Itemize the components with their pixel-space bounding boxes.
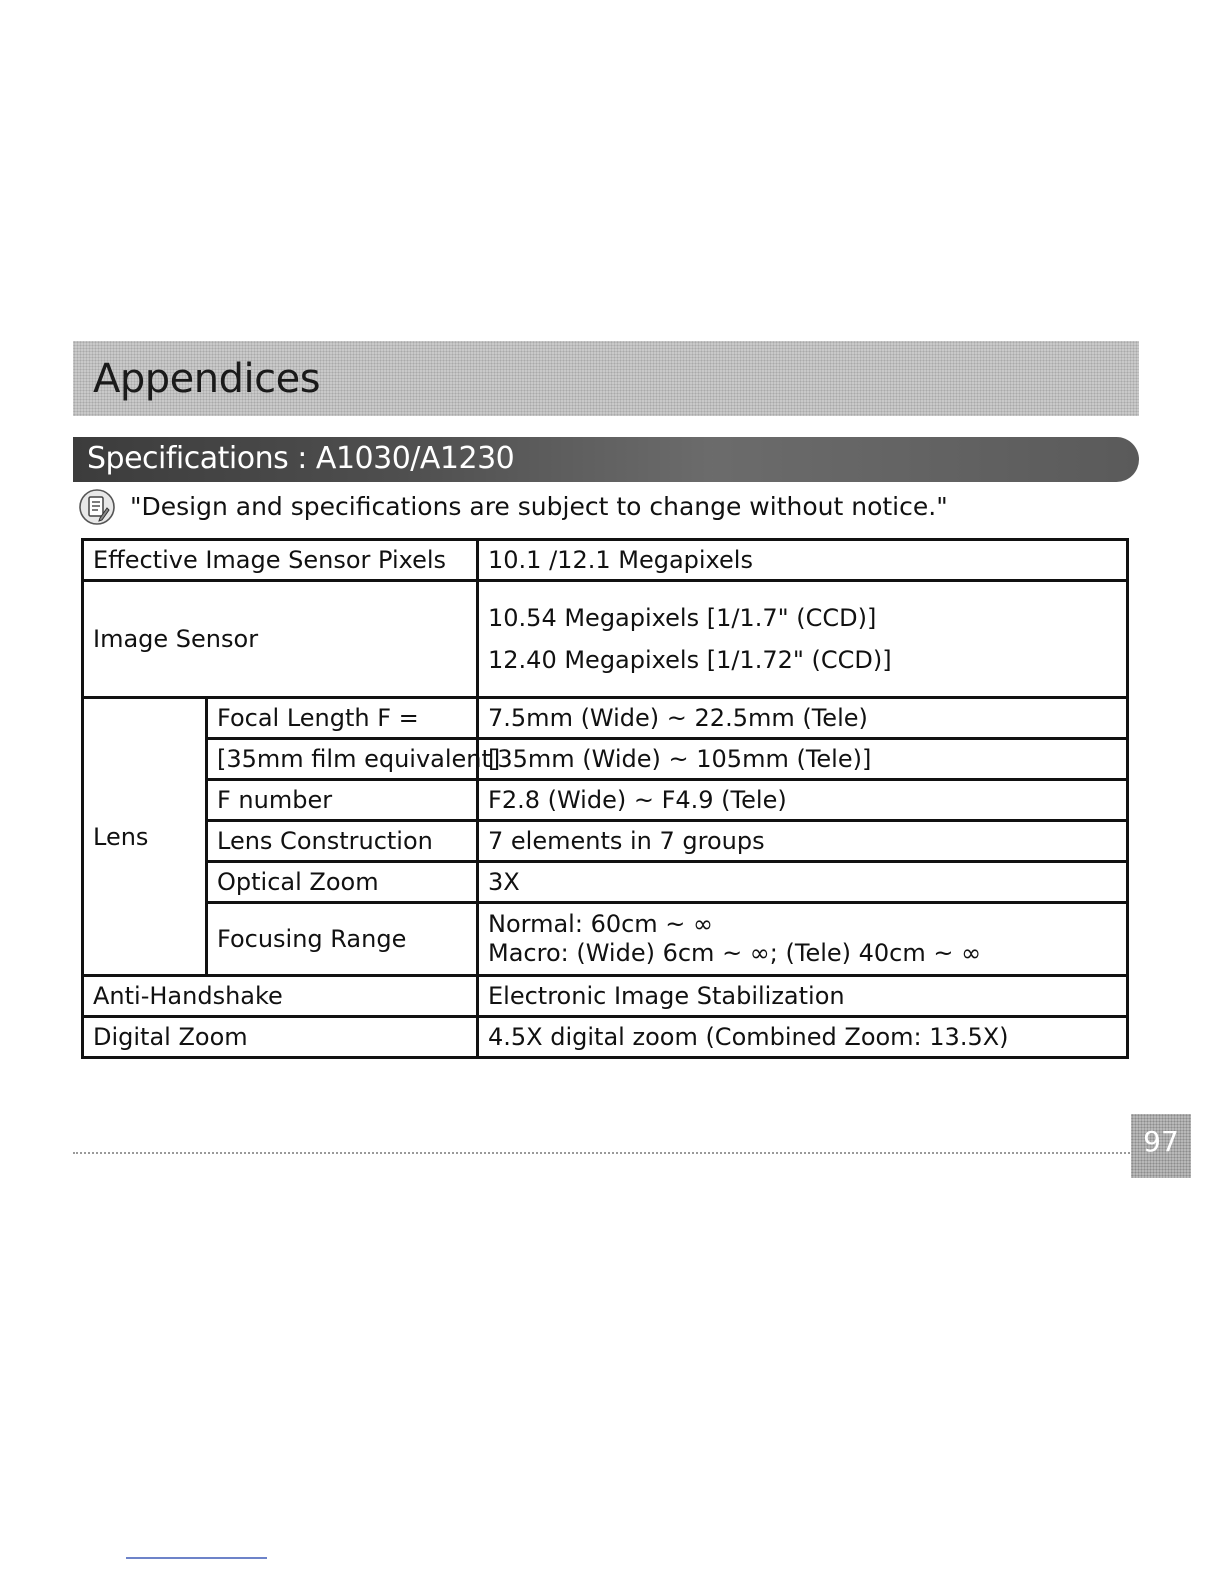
lens-sub-value: 7.5mm (Wide) ~ 22.5mm (Tele) [478, 698, 1128, 739]
lens-sub-value: 3X [478, 862, 1128, 903]
table-row [83, 1017, 1128, 1058]
table-row [83, 540, 1128, 581]
lens-sub-value: 7 elements in 7 groups [478, 821, 1128, 862]
memo-note-icon [78, 488, 116, 526]
section-banner [73, 341, 1139, 416]
row-label-effective-pixels: Effective Image Sensor Pixels [83, 540, 478, 581]
notice-row [78, 486, 948, 528]
row-value-effective-pixels: 10.1 /12.1 Megapixels [478, 540, 1128, 581]
row-value-image-sensor [478, 581, 1128, 698]
subsection-banner [73, 437, 1139, 482]
image-sensor-value-2: 12.40 Megapixels [1/1.72" (CCD)] [488, 646, 892, 674]
section-title: Appendices [93, 356, 321, 402]
lens-sub-label: Focal Length F = [207, 698, 478, 739]
lens-sub-label: Optical Zoom [207, 862, 478, 903]
row-label-lens: Lens [83, 698, 207, 976]
notice-text: "Design and specifications are subject to change without notice." [130, 492, 948, 521]
bottom-divider [126, 1557, 267, 1559]
lens-sub-label: Lens Construction [207, 821, 478, 862]
lens-sub-value: [35mm (Wide) ~ 105mm (Tele)] [478, 739, 1128, 780]
table-row [83, 739, 1128, 780]
table-row [83, 821, 1128, 862]
row-label-image-sensor: Image Sensor [83, 581, 478, 698]
row-value-digital-zoom: 4.5X digital zoom (Combined Zoom: 13.5X) [478, 1017, 1128, 1058]
table-row [83, 581, 1128, 698]
row-value-anti-handshake: Electronic Image Stabilization [478, 976, 1128, 1017]
lens-sub-label: F number [207, 780, 478, 821]
focusing-normal: Normal: 60cm ~ ∞ [488, 910, 714, 938]
lens-sub-value: F2.8 (Wide) ~ F4.9 (Tele) [478, 780, 1128, 821]
lens-sub-label: [35mm film equivalent] [207, 739, 478, 780]
table-row [83, 780, 1128, 821]
table-row [83, 976, 1128, 1017]
focusing-macro: Macro: (Wide) 6cm ~ ∞; (Tele) 40cm ~ ∞ [488, 939, 982, 967]
page-number-badge [1131, 1114, 1191, 1178]
row-label-digital-zoom: Digital Zoom [83, 1017, 478, 1058]
table-row [83, 862, 1128, 903]
subsection-title: Specifications : A1030/A1230 [87, 441, 515, 476]
row-label-anti-handshake: Anti-Handshake [83, 976, 478, 1017]
table-row [83, 903, 1128, 976]
specifications-table [81, 538, 1129, 1059]
footer-divider [73, 1152, 1133, 1154]
table-row [83, 698, 1128, 739]
page-number: 97 [1143, 1125, 1179, 1158]
lens-sub-label-focusing: Focusing Range [207, 903, 478, 976]
image-sensor-value-1: 10.54 Megapixels [1/1.7" (CCD)] [488, 604, 877, 632]
lens-sub-value-focusing [478, 903, 1128, 976]
